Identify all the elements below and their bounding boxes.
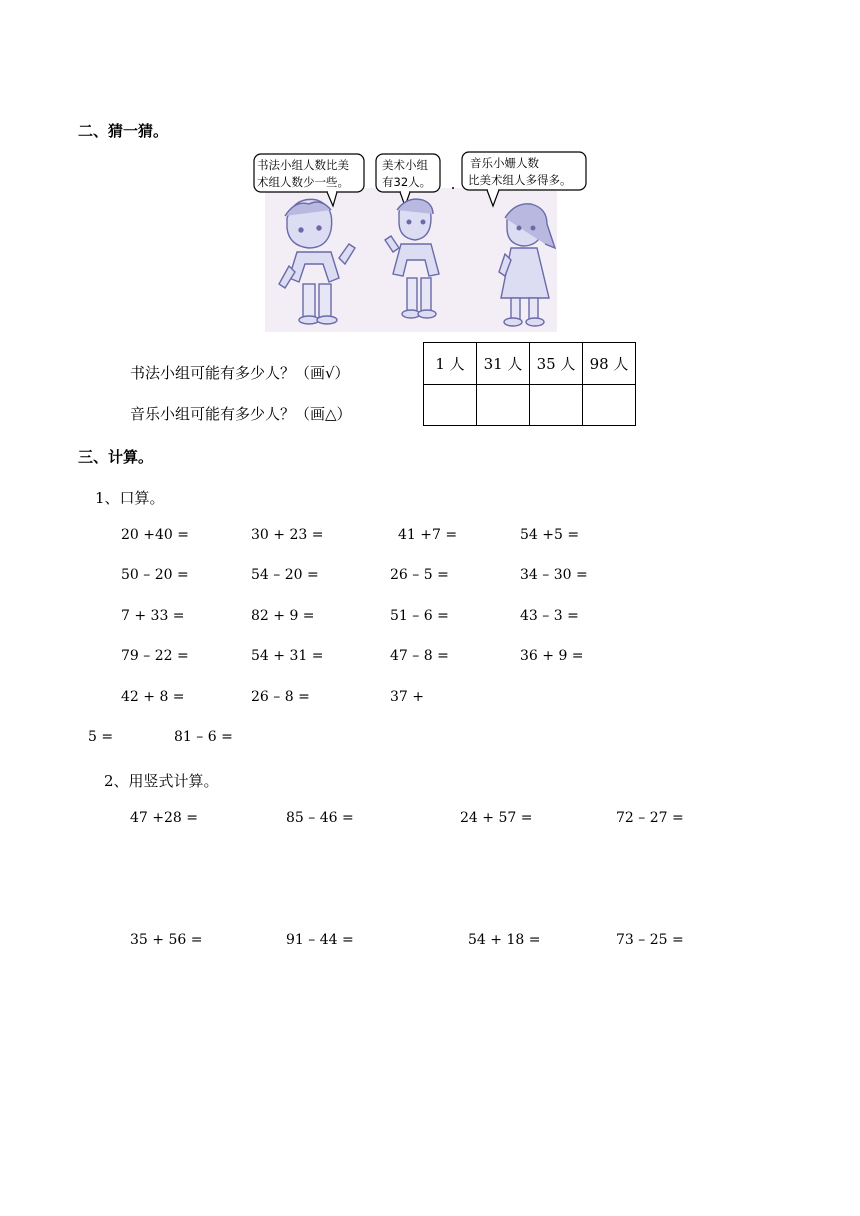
oral-expr: 36 + 9 = — [520, 648, 584, 664]
answer-cell-3[interactable] — [530, 385, 583, 426]
oral-expr: 34 – 30 = — [520, 567, 588, 583]
vertical-expr: 85 – 46 = — [286, 810, 354, 826]
vertical-expr: 24 + 57 = — [460, 810, 533, 826]
oral-expr: 54 +5 = — [520, 527, 580, 543]
oral-expr: 5 = — [88, 729, 114, 745]
vertical-expr: 35 + 56 = — [130, 932, 203, 948]
oral-expr: 26 – 5 = — [390, 567, 449, 583]
oral-expr: 82 + 9 = — [251, 608, 315, 624]
vertical-expr: 73 – 25 = — [616, 932, 684, 948]
oral-expr: 41 +7 = — [398, 527, 458, 543]
oral-expr: 26 – 8 = — [251, 689, 310, 705]
option-35: 35 人 — [530, 343, 583, 385]
vertical-expr: 72 – 27 = — [616, 810, 684, 826]
oral-expr: 54 – 20 = — [251, 567, 319, 583]
oral-calc-title: 1、口算。 — [95, 489, 165, 507]
section2-heading: 二、猜一猜。 — [78, 122, 169, 140]
answer-cell-2[interactable] — [477, 385, 530, 426]
children-illustration — [257, 148, 572, 332]
answer-cell-4[interactable] — [583, 385, 636, 426]
answer-cell-1[interactable] — [424, 385, 477, 426]
bubble1-line1: 书法小组人数比美 — [257, 158, 349, 172]
oral-expr: 7 + 33 = — [121, 608, 185, 624]
option-1: 1 人 — [424, 343, 477, 385]
vertical-expr: 47 +28 = — [130, 810, 198, 826]
option-98: 98 人 — [583, 343, 636, 385]
vertical-expr: 54 + 18 = — [468, 932, 541, 948]
oral-expr: 54 + 31 = — [251, 648, 324, 664]
bubble3-line1: 音乐小姗人数 — [470, 156, 539, 170]
oral-expr: 51 – 6 = — [390, 608, 449, 624]
bubble2-line1: 美术小组 — [382, 158, 428, 172]
oral-expr: 30 + 23 = — [251, 527, 324, 543]
oral-expr: 81 – 6 = — [174, 729, 233, 745]
bubble3-line2: 比美术组人多得多。 — [468, 173, 572, 187]
oral-expr: 43 – 3 = — [520, 608, 579, 624]
option-31: 31 人 — [477, 343, 530, 385]
answer-table — [423, 342, 636, 426]
oral-expr: 79 – 22 = — [121, 648, 189, 664]
oral-expr: 20 +40 = — [121, 527, 189, 543]
oral-expr: 47 – 8 = — [390, 648, 449, 664]
section3-heading: 三、计算。 — [78, 448, 154, 466]
oral-expr: 50 – 20 = — [121, 567, 189, 583]
vertical-calc-title: 2、用竖式计算。 — [104, 772, 219, 790]
question-calligraphy: 书法小组可能有多少人？（画√） — [130, 364, 350, 382]
question-music: 音乐小组可能有多少人？（画△） — [130, 405, 352, 423]
oral-expr: 37 + — [390, 689, 424, 705]
vertical-expr: 91 – 44 = — [286, 932, 354, 948]
bubble1-line2: 术组人数少一些。 — [257, 175, 349, 189]
oral-expr: 42 + 8 = — [121, 689, 185, 705]
bubble2-line2: 有32人。 — [382, 175, 432, 189]
